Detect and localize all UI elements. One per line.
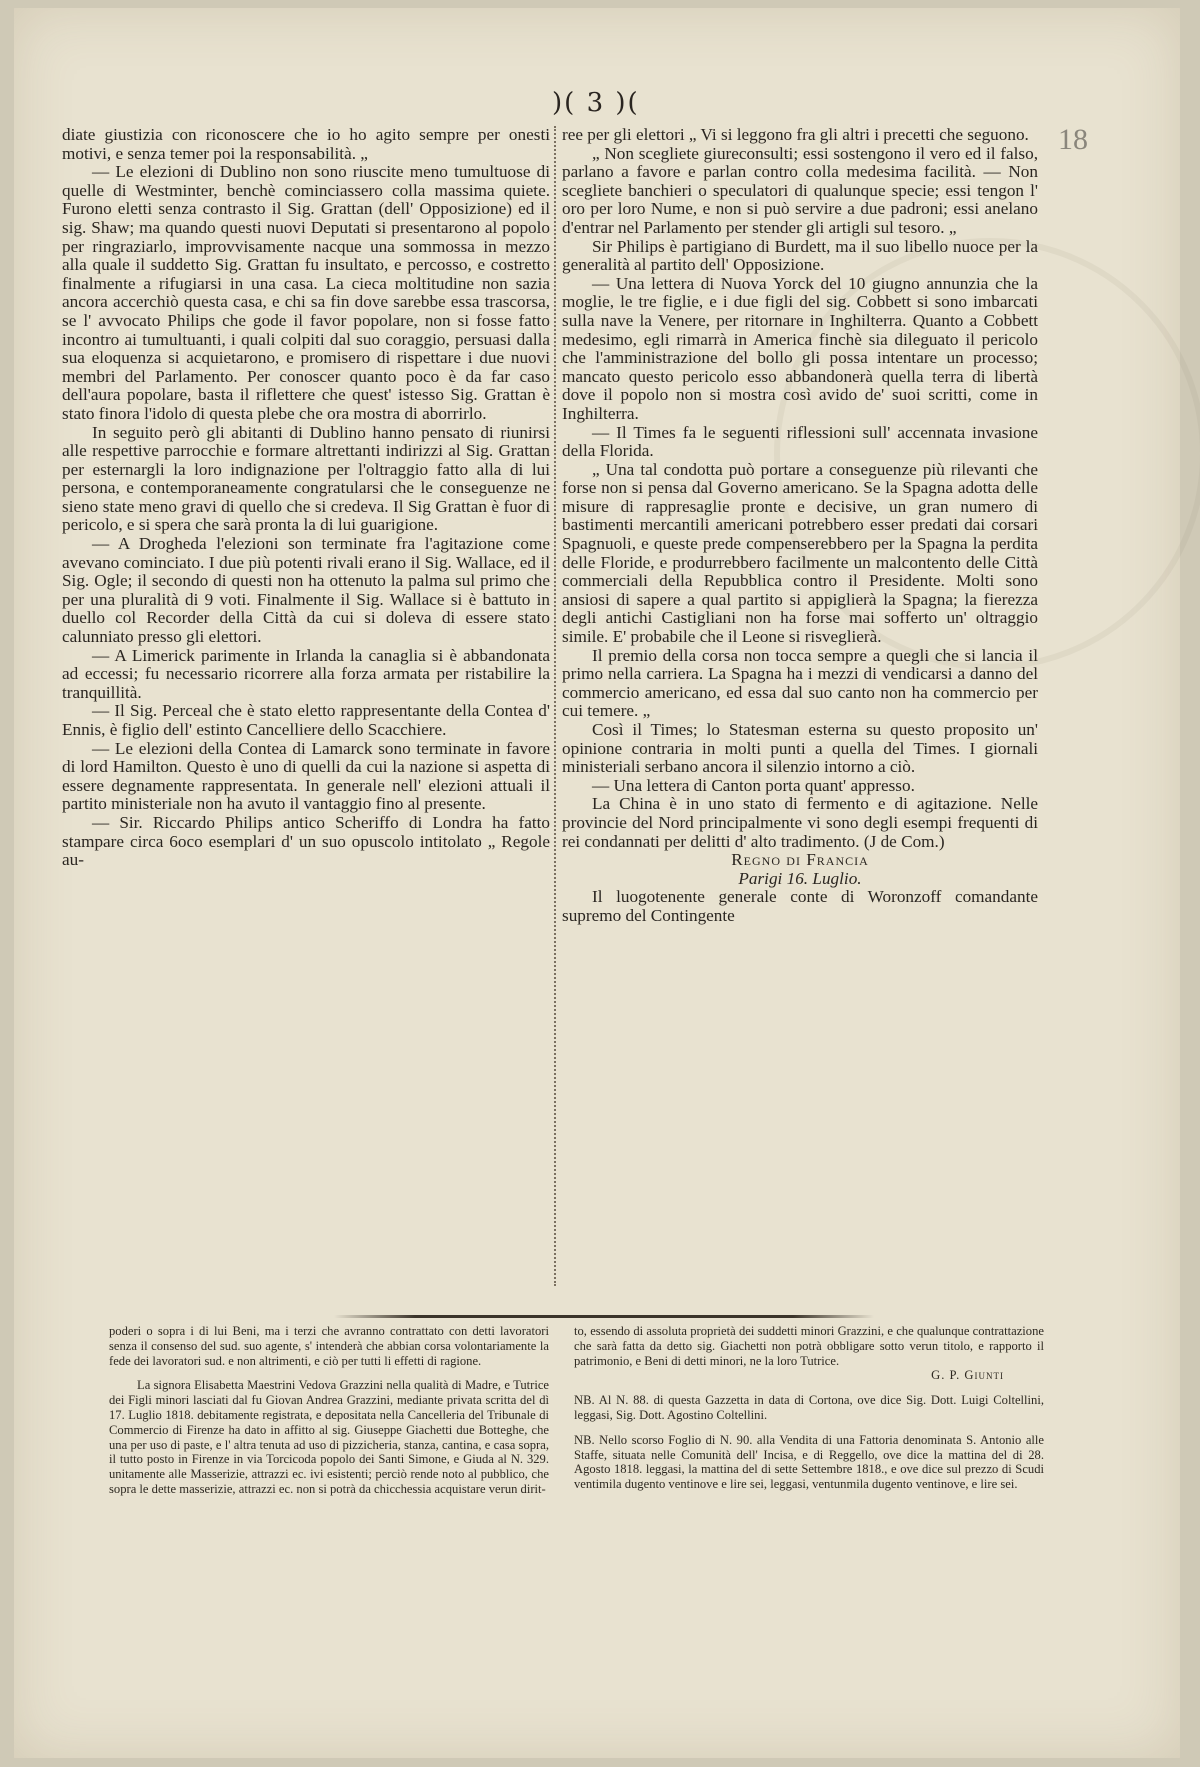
left-paragraph: — A Limerick parimente in Irlanda la canaglia si è abbandonata ad eccessi; fu necessario ricorrere alla forza armata per ristabilire la tranquillità. <box>62 645 550 702</box>
right-column <box>562 126 1038 926</box>
newspaper-page <box>14 8 1180 1758</box>
notices-right <box>574 1324 1044 1502</box>
left-paragraph: diate giustizia con riconoscere che io ho agito sempre per onesti motivi, e senza temer poi la responsabilità. „ <box>62 125 550 163</box>
right-paragraph: „ Una tal condotta può portare a conseguenze più rilevanti che forse non si pensa dal Governo americano. Se la Spagna adotta delle misure di rappresaglie pronte e decisive, un gran numero di bastimenti mercantili americani potrebbero esser predati dai corsari Spagnuoli, e queste prede compenserebbero per la Spagna la perdita delle Floride, e produrrebbero facilmente un malcontento delle Città commerciali della Repubblica contro il Presidente. Molti sono ansiosi di sapere a qual partito si appiglierà la Spagna; la fierezza degli antichi Castigliani non ha forse mai sofferto un' oltraggio simile. E' probabile che il Leone si risveglierà. <box>562 459 1038 647</box>
right-paragraph: Sir Philips è partigiano di Burdett, ma il suo libello nuoce per la generalità al partito dell' Opposizione. <box>562 236 1038 275</box>
left-paragraph: — Il Sig. Perceal che è stato eletto rappresentante della Contea d' Ennis, è figlio dell' estinto Cancelliere dello Scacchiere. <box>62 701 550 739</box>
right-paragraph: ree per gli elettori „ Vi si leggono fra gli altri i precetti che seguono. <box>562 125 1029 144</box>
section-heading: Regno di Francia <box>731 850 869 870</box>
notice-paragraph: poderi o sopra i di lui Beni, ma i terzi che avranno contrattato con detti lavoratori senza il consenso del sud. suo agente, s' intenderà che abbian corsa volontariamente la fede dei lavoratori sud. e non altrimenti, e ciò per tutti li effetti di ragione. <box>109 1324 549 1368</box>
section-divider <box>334 1315 874 1318</box>
nb-notice: NB. Al N. 88. di questa Gazzetta in data di Cortona, ove dice Sig. Dott. Luigi Coltellini, leggasi, Sig. Dott. Agostino Coltellini. <box>574 1393 1044 1422</box>
right-paragraph: — Una lettera di Nuova Yorck del 10 giugno annunzia che la moglie, le tre figlie, e i due figli del sig. Cobbett si sono imbarcati sulla nave la Venere, per ritornare in Inghilterra. Quanto a Cobbett medesimo, egli rimarrà in America finchè sia dileguato il pericolo che l'amministrazione del bollo gli possa intentare un processo; mancato questo pericolo esso abbandonerà quella terra di libertà dove il popolo non si mostra così avido de' suoi scritti, come in Inghilterra. <box>562 273 1038 423</box>
right-paragraph: Il luogotenente generale conte di Woronzoff comandante supremo del Contingente <box>562 887 1038 925</box>
notice-paragraph: La signora Elisabetta Maestrini Vedova Grazzini nella qualità di Madre, e Tutrice dei Figli minori lasciati dal fu Giovan Andrea Grazzini, mediante privata scritta del dì 17. Luglio 1818. debitamente registrata, e depositata nella Cancelleria del Tribunale di Commercio di Firenze ha dato in affitto al sig. Giuseppe Giachetti due Botteghe, che una per uso di paste, e l' altra tenuta ad uso di pizzicheria, stanza, cantina, e casa sopra, il tutto posto in Firenze in via Torcicoda popolo dei Santi Simone, e Giuda al N. 329. unitamente alle Masserizie, attrazzi ec. ivi esistenti; perciò rende noto al pubblico, che sopra le dette masserizie, attrazzi ec. non si potrà da chicchessia acquistare verun dirit- <box>109 1378 549 1496</box>
right-paragraph: Il premio della corsa non tocca sempre a quegli che si lancia il primo nella carriera. La Spagna ha i mezzi di vendicarsi a danno del commercio americano, ed essa dal suo canto non ha commercio per cui temere. „ <box>562 645 1038 721</box>
nb-notice: NB. Nello scorso Foglio di N. 90. alla Vendita di una Fattoria denominata S. Antonio alle Staffe, situata nelle Comunità dell' Incisa, e di Reggello, ove dice la mattina del di 28. Agosto 1818. leggasi, la mattina del di sette Settembre 1818., e ove dice sul prezzo di Scudi ventimila dugento ventinove e lire sei, leggasi, ventunmila dugento ventinove, e lire sei. <box>574 1432 1044 1492</box>
right-paragraph: — Il Times fa le seguenti riflessioni sull' accennata invasione della Florida. <box>562 422 1038 461</box>
dateline: Parigi 16. Luglio. <box>738 868 862 888</box>
left-column <box>62 126 550 870</box>
right-paragraph: La China è in uno stato di fermento e di agitazione. Nelle provincie del Nord principalmente vi sono degli esempi frequenti di rei condannati per delitti d' alto tradimento. (J de Com.) <box>562 794 1038 851</box>
left-paragraph: In seguito però gli abitanti di Dublino hanno pensato di riunirsi alle respettive parrocchie e formare altrettanti indirizzi al Sig. Grattan per esternargli la loro indignazione per l'oltraggio fatto alla di lui persona, e contemporaneamente congratularsi che le conseguenze ne sieno state meno gravi di quello che si credeva. Il Sig Grattan è fuor di pericolo, e si spera che sarà pronta la di lui guarigione. <box>62 422 550 535</box>
right-paragraph: — Una lettera di Canton porta quant' appresso. <box>592 775 915 795</box>
notices-left <box>109 1324 549 1507</box>
column-divider <box>554 126 558 1286</box>
left-paragraph: — Sir. Riccardo Philips antico Scheriffo di Londra ha fatto stampare circa 6oco esemplari d' un suo opuscolo intitolato „ Regole au- <box>62 812 550 870</box>
left-paragraph: — Le elezioni della Contea di Lamarck sono terminate in favore di lord Hamilton. Questo è uno di quelli da cui la nazione si aspetta di essere degnamente rappresentata. In generale nell' elezioni attuali il partito ministeriale non ha avuto il vantaggio fino al presente. <box>62 738 550 814</box>
left-paragraph: — Le elezioni di Dublino non sono riuscite meno tumultuose di quelle di Westminter, benchè cominciassero colla massima quiete. Furono eletti senza contrasto il Sig. Grattan (dell' Opposizione) ed il sig. Shaw; ma quando questi nuovi Deputati si presentarono al popolo per ringraziarlo, improvvisamente nacque una sommossa in mezzo alla quale il suddetto Sig. Grattan fu insultato, e percosso, e costretto finalmente a rifugiarsi in una casa. La cieca moltitudine non sazia ancora accerchiò questa casa, e chi sa fin dove sarebbe essa trascorsa, se l' avvocato Philips che gode il favor popolare, non si fosse fatto incontro ai tumultuanti, i quali colpiti dal suo coraggio, persuasi dalla sua eloquenza si acquietarono, e promisero di rispettare i due nuovi membri del Parlamento. Per conoscer quanto poco è da far caso dell'aura popolare, basta il riflettere che quest' istesso Sig. Grattan è stato finora l'idolo di questa plebe che ora mostra di aborrirlo. <box>62 162 550 423</box>
notice-signature: G. P. Giunti <box>931 1368 1004 1383</box>
pencil-page-number: 18 <box>1058 123 1088 156</box>
right-paragraph: „ Non scegliete giureconsulti; essi sostengono il vero ed il falso, parlano a favore e parlan contro colla medesima facilità. — Non scegliete banchieri o speculatori di qualunque specie; essi tengon l' oro per loro Nume, e non si può servire a due padroni; essi anelano d'entrar nel Parlamento per stender gli artigli sul tesoro. „ <box>562 143 1038 237</box>
folio-number: 3 <box>586 88 606 118</box>
notice-paragraph: to, essendo di assoluta proprietà dei suddetti minori Grazzini, e che qualunque contrattazione che sarà fatta da detto sig. Giachetti non potrà obbligare sotto verun titolo, e rapporto il patrimonio, e Beni di detti minori, ne la loro Tutrice. <box>574 1324 1044 1368</box>
right-paragraph: Così il Times; lo Statesman esterna su questo proposito un' opinione contraria in molti punti a quella del Times. I giornali ministeriali serbano ancora il silenzio intorno a ciò. <box>562 720 1038 777</box>
page-folio: )( 3 )( <box>552 88 640 118</box>
left-paragraph: — A Drogheda l'elezioni son terminate fra l'agitazione come avevano cominciato. I due più potenti rivali erano il Sig. Wallace, ed il Sig. Ogle; il secondo di questi non ha ottenuto la palma sul primo che per una pluralità di 9 voti. Finalmente il Sig. Wallace si è battuto in duello col Recorder della Città da cui si doleva di essere stato calunniato presso gli elettori. <box>62 534 550 647</box>
